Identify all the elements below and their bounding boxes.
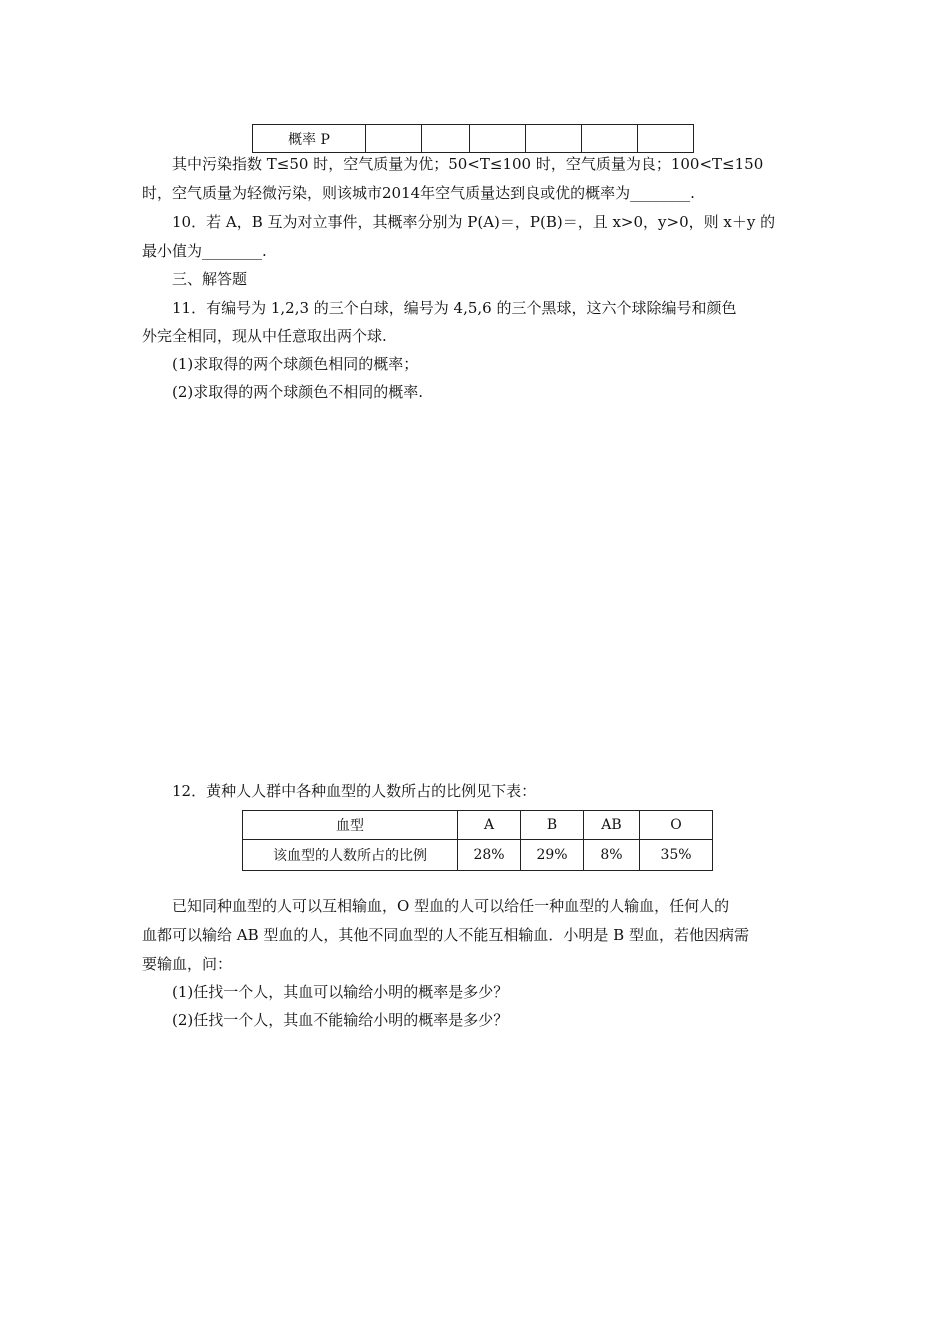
table-header-row <box>243 811 713 840</box>
table-row-label: 概率 P <box>253 125 366 153</box>
q9-text-a: 其中污染指数 <box>172 155 267 173</box>
q12-para-1: 已知同种血型的人可以互相输血，O 型血的人可以给任一种血型的人输血，任何人的 <box>172 897 730 915</box>
table-header: O <box>640 811 713 840</box>
table-header: AB <box>584 811 640 840</box>
q9-line-1 <box>172 153 763 175</box>
q12-para-2: 血都可以输给 AB 型血的人，其他不同血型的人不能互相输血．小明是 B 型血，若他因病需 <box>142 926 749 944</box>
table-cell <box>638 125 694 153</box>
q12-part-2: (2)任找一个人，其血不能输给小明的概率是多少？ <box>172 1011 509 1029</box>
q11-part-1: (1)求取得的两个球颜色相同的概率； <box>172 355 419 373</box>
section-heading: 三、解答题 <box>172 270 248 288</box>
table-header: B <box>521 811 584 840</box>
table-cell <box>526 125 582 153</box>
q11-part-2: (2)求取得的两个球颜色不相同的概率. <box>172 383 424 401</box>
table-cell <box>366 125 422 153</box>
q10-line-1: 10．若 A，B 互为对立事件，其概率分别为 P(A)＝，P(B)＝，且 x>0，y>0，则 x＋y 的 <box>172 213 776 231</box>
table-cell <box>470 125 526 153</box>
table-cell: 29% <box>521 840 584 871</box>
table-cell: 8% <box>584 840 640 871</box>
table-header: A <box>458 811 521 840</box>
table-row <box>243 840 713 871</box>
q10-line-2: 最小值为________. <box>142 242 267 260</box>
probability-table <box>252 124 694 153</box>
q11-line-1: 11．有编号为 1,2,3 的三个白球，编号为 4,5,6 的三个黑球，这六个球除编号和颜色 <box>172 299 737 317</box>
table-cell: 28% <box>458 840 521 871</box>
table-cell: 35% <box>640 840 713 871</box>
table-cell <box>582 125 638 153</box>
blood-type-table <box>242 810 713 871</box>
q12-part-1: (1)任找一个人，其血可以输给小明的概率是多少？ <box>172 983 509 1001</box>
q9-line-2: 时，空气质量为轻微污染，则该城市2014年空气质量达到良或优的概率为________. <box>142 184 695 202</box>
q11-line-2: 外完全相同，现从中任意取出两个球. <box>142 327 387 345</box>
table-row <box>253 125 694 153</box>
table-header: 血型 <box>243 811 458 840</box>
q12-para-3: 要输血，问： <box>142 955 233 973</box>
table-cell <box>422 125 470 153</box>
table-row-label: 该血型的人数所占的比例 <box>243 840 458 871</box>
q12-intro: 12．黄种人人群中各种血型的人数所占的比例见下表： <box>172 782 537 800</box>
q9-text-b: T≤50 时，空气质量为优；50<T≤100 时，空气质量为良；100<T≤150 <box>266 155 764 173</box>
